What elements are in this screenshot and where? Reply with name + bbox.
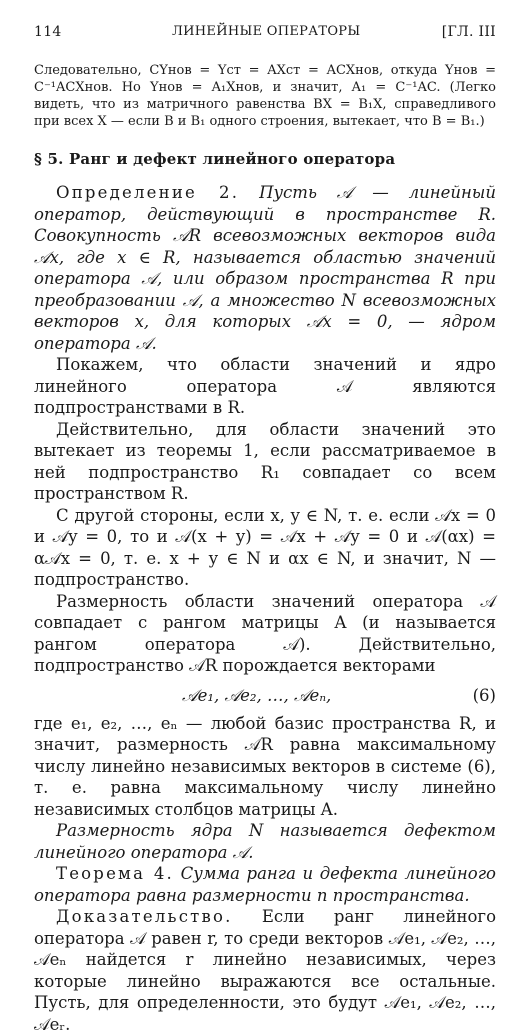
chapter-marker: [ГЛ. III	[441, 24, 496, 40]
intro-text: Следовательно, CYнов = Yст = AXст = ACXнов, откуда Yнов = C⁻¹ACXнов. Но Yнов = A₁Xнов, и значит, A₁ = C⁻¹AC. (Легко видеть, что из матричного равенства BX = B₁X, справедливого при всех X — если B и B₁ одного строения, вытекает, что B = B₁.)	[34, 63, 496, 129]
paragraph-basis: где e₁, e₂, …, eₙ — любой базис пространства R, и значит, размерность 𝒜R равна максимальному числу линейно независимых векторов в системе (6), т. е. равна максимальному числу линейно независимых столбцов матрицы A.	[34, 713, 496, 819]
paragraph-range-proof: Действительно, для области значений это вытекает из теоремы 1, если рассматриваемое в ней подпространство R₁ совпадает со всем пространством R.	[34, 419, 496, 503]
formula-6	[34, 681, 496, 711]
definition-label: Определение 2.	[56, 183, 240, 202]
definition-paragraph	[34, 182, 496, 354]
page-number: 114	[34, 24, 62, 40]
paragraph-defect: Размерность ядра N называется дефектом линейного оператора 𝒜.	[34, 821, 496, 862]
theorem-label: Теорема 4.	[56, 864, 175, 883]
paragraph-kernel-proof: С другой стороны, если x, y ∈ N, т. е. если 𝒜x = 0 и 𝒜y = 0, то и 𝒜(x + y) = 𝒜x + 𝒜y = 0 и 𝒜(αx) = α𝒜x = 0, т. е. x + y ∈ N и αx ∈ N, и значит, N — подпространство.	[34, 505, 496, 589]
paragraph-rank: Размерность области значений оператора 𝒜 совпадает с рангом матрицы A (и называется рангом оператора 𝒜). Действительно, подпространство 𝒜R порождается векторами	[34, 591, 496, 675]
body-text	[34, 182, 496, 1035]
page-header	[34, 24, 496, 48]
definition-text: Пусть 𝒜 — линейный оператор, действующий в пространстве R. Совокупность 𝒜R всевозможных векторов вида 𝒜x, где x ∈ R, называется областью значений оператора 𝒜, или образом пространства R при преобразовании 𝒜, а множество N всевозможных векторов x, для которых 𝒜x = 0, — ядром оператора 𝒜.	[34, 183, 496, 353]
formula-expression: 𝒜e₁, 𝒜e₂, …, 𝒜eₙ,	[182, 685, 332, 705]
theorem-text: Сумма ранга и дефекта линейного оператора равна размерности n пространства.	[34, 864, 496, 905]
running-title: ЛИНЕЙНЫЕ ОПЕРАТОРЫ	[172, 24, 361, 39]
paragraph-subspaces: Покажем, что области значений и ядро линейного оператора 𝒜 являются подпространствами в R.	[34, 355, 496, 417]
section-title: § 5. Ранг и дефект линейного оператора	[34, 150, 396, 168]
book-page	[34, 24, 496, 1035]
intro-paragraph	[34, 62, 496, 130]
proof-paragraph	[34, 906, 496, 1035]
formula-number: (6)	[472, 685, 496, 705]
proof-text: Если ранг линейного оператора 𝒜 равен r, то среди векторов 𝒜e₁, 𝒜e₂, …, 𝒜eₙ найдется r линейно независимых, через которые линейно выражаются все остальные. Пусть, для определенности, это будут 𝒜e₁, 𝒜e₂, …, 𝒜eᵣ.	[34, 907, 497, 1034]
proof-label: Доказательство.	[56, 907, 233, 926]
